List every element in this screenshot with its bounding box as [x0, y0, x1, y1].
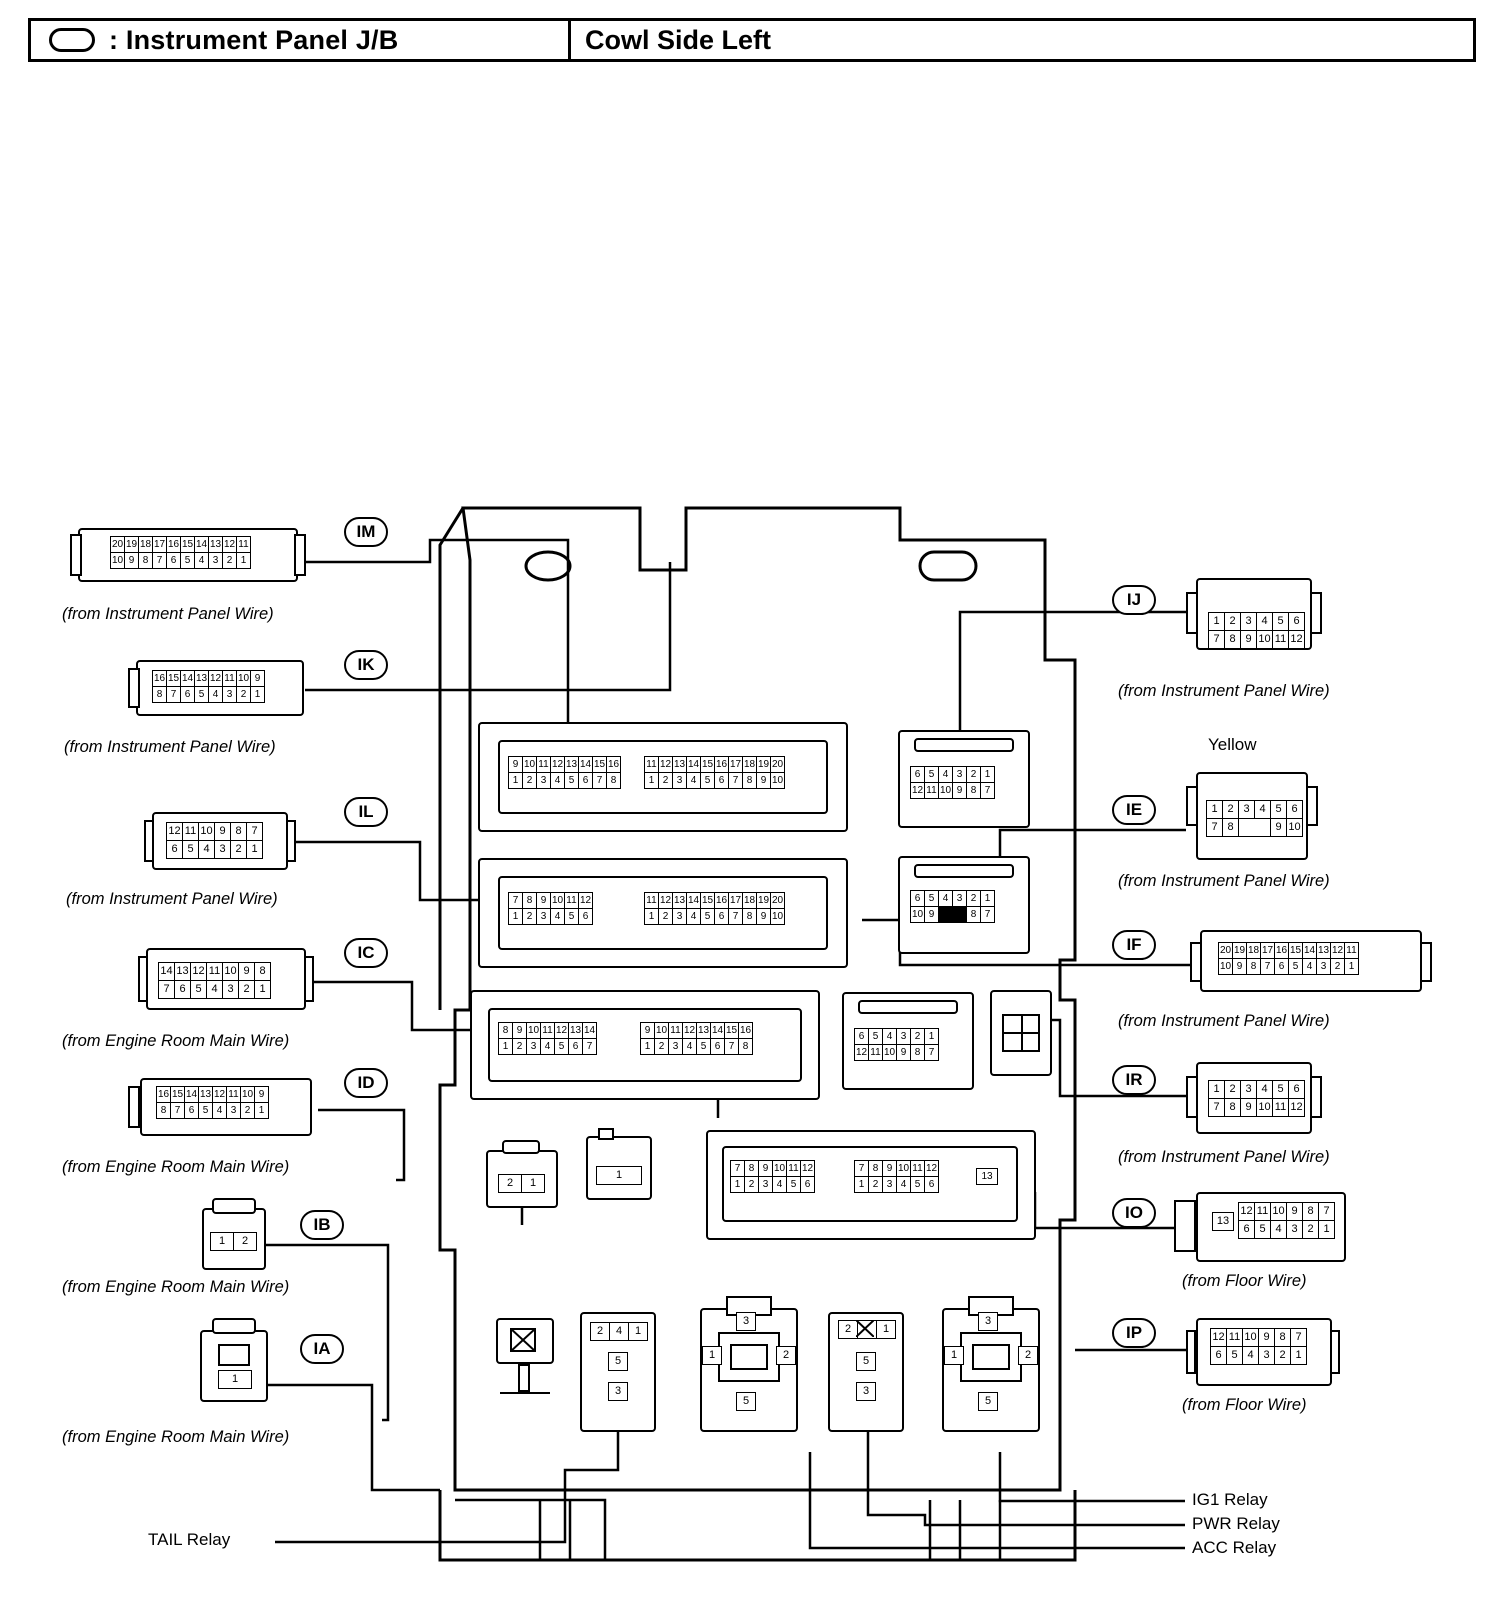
pin-grid: 9 10 11 12 13 14 15 16 1 2 3 4 5 6 7 8	[508, 756, 621, 789]
pin-grid: 7 8 9 10 11 12 1 2 3 4 5 6	[508, 892, 593, 925]
pin-grid: 1 2	[210, 1232, 257, 1251]
pin-grid: 2	[1018, 1346, 1038, 1365]
caption-IM: (from Instrument Panel Wire)	[62, 605, 274, 623]
pin-grid: 20 19 18 17 16 15 14 13 12 11 10 9 8 7 6 5 4 3 2 1	[110, 536, 251, 569]
pin-grid: 1 2 3 4 5 6 7 8 9 10	[1206, 800, 1303, 837]
pin-grid: 7 8 9 10 11 12 1 2 3 4 5 6	[854, 1160, 939, 1193]
pin-grid: 5	[736, 1392, 756, 1411]
pin-grid: 1 2 3 4 5 6 7 8 9 10 11 12	[1208, 612, 1305, 649]
pin-grid: 5	[978, 1392, 998, 1411]
pin-grid: 5	[856, 1352, 876, 1371]
pin-grid: 11 12 13 14 15 16 17 18 19 20 1 2 3 4 5 6 7 8 9 10	[644, 892, 785, 925]
caption-IJ: (from Instrument Panel Wire)	[1118, 682, 1330, 700]
label-tail-relay: TAIL Relay	[148, 1530, 231, 1549]
pin-grid: 20 19 18 17 16 15 14 13 12 11 10 9 8 7 6 5 4 3 2 1	[1218, 942, 1359, 975]
pin-grid: 6 5 4 3 2 1 10 9 8 7	[910, 890, 995, 923]
pin-grid: 11 12 13 14 15 16 17 18 19 20 1 2 3 4 5 6 7 8 9 10	[644, 756, 785, 789]
caption-IC: (from Engine Room Main Wire)	[62, 1032, 290, 1050]
pin-grid: 12 11 10 9 8 7 6 5 4 3 2 1	[1238, 1202, 1335, 1239]
extra-pin-cell: 13	[1212, 1212, 1234, 1231]
pin-grid: 2 1	[498, 1174, 545, 1193]
code-badge-IB[interactable]: IB	[300, 1210, 344, 1240]
caption-IA: (from Engine Room Main Wire)	[62, 1428, 290, 1446]
header-right-label: Cowl Side Left	[585, 24, 772, 55]
caption-IE: (from Instrument Panel Wire)	[1118, 872, 1330, 890]
pin-grid: 7 8 9 10 11 12 1 2 3 4 5 6	[730, 1160, 815, 1193]
code-badge-IM[interactable]: IM	[344, 517, 388, 547]
caption-IR: (from Instrument Panel Wire)	[1118, 1148, 1330, 1166]
pin-grid: 1	[596, 1166, 642, 1185]
label-pwr-relay: PWR Relay	[1192, 1514, 1280, 1533]
pin-grid: 1	[702, 1346, 722, 1365]
code-badge-IR[interactable]: IR	[1112, 1065, 1156, 1095]
caption-IO: (from Floor Wire)	[1182, 1272, 1307, 1290]
pin-grid: 6 5 4 3 2 1 12 11 10 9 8 7	[910, 766, 995, 799]
header-bar	[28, 18, 1476, 62]
pin-grid: 2 4 1	[590, 1322, 648, 1341]
code-badge-IE[interactable]: IE	[1112, 795, 1156, 825]
pin-grid: 1 2 3 4 5 6 7 8 9 10 11 12	[1208, 1080, 1305, 1117]
pin-grid: 5	[608, 1352, 628, 1371]
caption-IB: (from Engine Room Main Wire)	[62, 1278, 290, 1296]
code-badge-IL[interactable]: IL	[344, 797, 388, 827]
code-badge-ID[interactable]: ID	[344, 1068, 388, 1098]
code-badge-IJ[interactable]: IJ	[1112, 585, 1156, 615]
caption-IK: (from Instrument Panel Wire)	[64, 738, 276, 756]
caption-IP: (from Floor Wire)	[1182, 1396, 1307, 1414]
code-badge-IA[interactable]: IA	[300, 1334, 344, 1364]
oval-icon	[49, 28, 95, 52]
code-badge-IP[interactable]: IP	[1112, 1318, 1156, 1348]
header-right-cell	[571, 21, 1473, 59]
code-badge-IO[interactable]: IO	[1112, 1198, 1156, 1228]
label-ig1-relay: IG1 Relay	[1192, 1490, 1268, 1509]
header-left-cell	[31, 21, 571, 59]
extra-pin-cell: 13	[976, 1168, 998, 1185]
header-left-label: : Instrument Panel J/B	[109, 24, 399, 55]
label-acc-relay: ACC Relay	[1192, 1538, 1277, 1557]
caption-ID: (from Engine Room Main Wire)	[62, 1158, 290, 1176]
pin-grid: 16 15 14 13 12 11 10 9 8 7 6 5 4 3 2 1	[152, 670, 265, 703]
pin-grid: 14 13 12 11 10 9 8 7 6 5 4 3 2 1	[158, 962, 271, 999]
pin-grid: 3	[856, 1382, 876, 1401]
caption-IL: (from Instrument Panel Wire)	[66, 890, 278, 908]
pin-grid: 3	[736, 1312, 756, 1331]
pin-grid: 6 5 4 3 2 1 12 11 10 9 8 7	[854, 1028, 939, 1061]
pin-grid: 9 10 11 12 13 14 15 16 1 2 3 4 5 6 7 8	[640, 1022, 753, 1055]
pin-grid: 1	[218, 1370, 252, 1389]
code-badge-IC[interactable]: IC	[344, 938, 388, 968]
pin-grid: 16 15 14 13 12 11 10 9 8 7 6 5 4 3 2 1	[156, 1086, 269, 1119]
pin-grid: 8 9 10 11 12 13 14 1 2 3 4 5 6 7	[498, 1022, 597, 1055]
pin-grid: 1	[944, 1346, 964, 1365]
caption-IF: (from Instrument Panel Wire)	[1118, 1012, 1330, 1030]
pin-grid: 3	[608, 1382, 628, 1401]
pin-grid: 2 1	[838, 1320, 896, 1339]
pin-grid: 2	[776, 1346, 796, 1365]
code-badge-IK[interactable]: IK	[344, 650, 388, 680]
pin-grid: 3	[978, 1312, 998, 1331]
label-yellow: Yellow	[1208, 735, 1257, 754]
pin-grid: 12 11 10 9 8 7 6 5 4 3 2 1	[166, 822, 263, 859]
pin-grid: 12 11 10 9 8 7 6 5 4 3 2 1	[1210, 1328, 1307, 1365]
code-badge-IF[interactable]: IF	[1112, 930, 1156, 960]
